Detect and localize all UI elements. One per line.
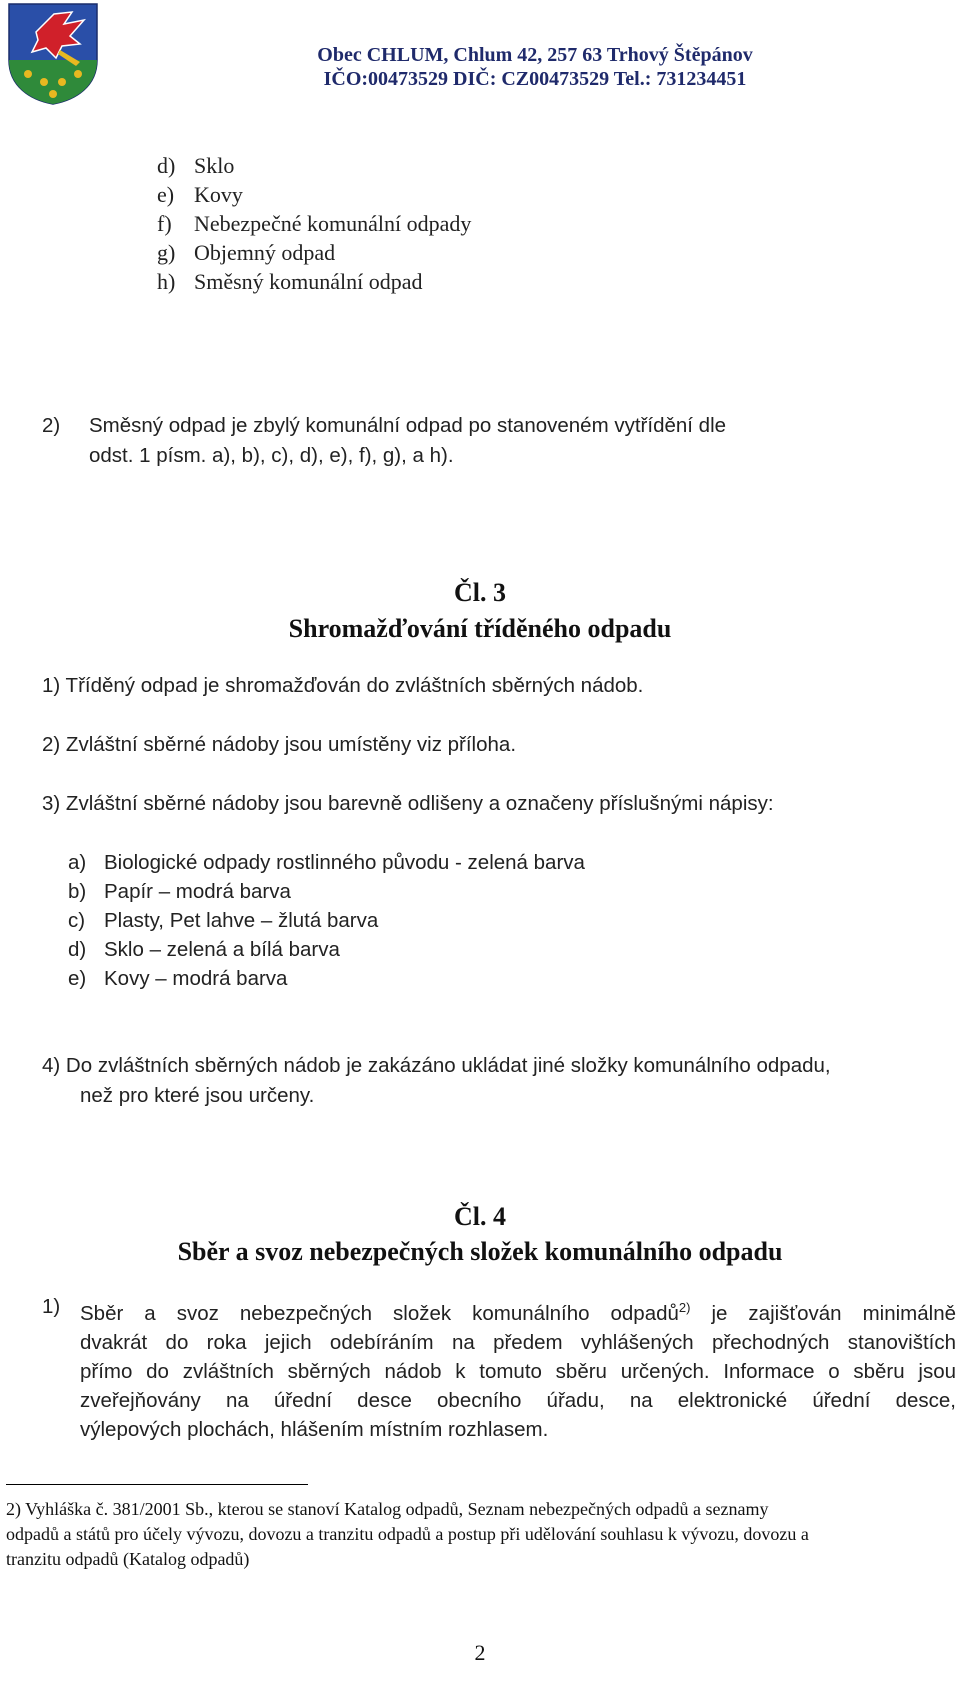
list-item: Kovy [194,182,243,207]
page-number: 2 [474,1640,486,1665]
paragraph-text: 3) Zvláštní sběrné nádoby jsou barevně odlišeny a označeny příslušnými nápisy: [42,792,774,815]
article-title: Sběr a svoz nebezpečných složek komunálního odpadu [177,1237,783,1266]
paragraph-text: 4) Do zvláštních sběrných nádob je zakázáno ukládat jiné složky komunálního odpadu, [42,1054,831,1077]
list-item-marker: b) [68,880,87,903]
list-item-marker: h) [157,269,176,294]
paragraph-marker: 1) [42,1295,61,1318]
paragraph-line: přímo do zvláštních sběrných nádob k tomuto sběru určených. Informace o sběru jsou [80,1359,956,1383]
municipal-coat-of-arms [6,2,100,106]
list-item-marker: e) [157,182,175,207]
list-item: Plasty, Pet lahve – žlutá barva [104,909,379,932]
footnote-text: odpadů a států pro účely vývozu, dovozu a tranzitu odpadů a postup při udělování souhlasu k vývozu, dovozu a [6,1524,809,1544]
footnote-divider [6,1484,308,1485]
list-item-marker: d) [157,153,176,178]
list-item-marker: e) [68,967,87,990]
paragraph-text: než pro které jsou určeny. [80,1084,315,1107]
article-number: Čl. 4 [454,1202,506,1231]
paragraph-text: 2) Zvláštní sběrné nádoby jsou umístěny viz příloha. [42,733,517,756]
list-item: Objemný odpad [194,240,336,265]
article-number: Čl. 3 [454,578,506,607]
paragraph-line [80,1293,956,1328]
paragraph-text: Sběr a svoz nebezpečných složek komunálního odpadů [80,1301,679,1325]
paragraph-marker: 2) [42,414,61,437]
article-title: Shromažďování tříděného odpadu [288,614,672,643]
footnote-reference: 2) [678,1300,691,1315]
list-item-marker: d) [68,938,87,961]
list-item: Sklo – zelená a bílá barva [104,938,340,961]
list-item: Sklo [194,153,235,178]
header-address: Obec CHLUM, Chlum 42, 257 63 Trhový Štěpánov [317,44,753,66]
footnote-text: 2) Vyhláška č. 381/2001 Sb., kterou se stanoví Katalog odpadů, Seznam nebezpečných odpadů a seznamy [6,1499,769,1519]
list-item: Papír – modrá barva [104,880,291,903]
paragraph-line: dvakrát do roka jejich odebíráním na předem vyhlášených přechodných stanovištích [80,1330,956,1354]
list-item-marker: g) [157,240,176,265]
paragraph-line: výlepových plochách, hlášením místním rozhlasem. [80,1417,549,1441]
list-item: Kovy – modrá barva [104,967,288,990]
list-item: Nebezpečné komunální odpady [194,211,472,236]
paragraph-line: zveřejňovány na úřední desce obecního úřadu, na elektronické úřední desce, [80,1388,956,1412]
paragraph-text: Směsný odpad je zbylý komunální odpad po stanoveném vytřídění dle [89,414,727,437]
paragraph-text: je zajišťován minimálně [711,1301,956,1325]
footnote-text: tranzitu odpadů (Katalog odpadů) [6,1549,250,1569]
list-item: Biologické odpady rostlinného původu - zelená barva [104,851,585,874]
paragraph-text: 1) Tříděný odpad je shromažďován do zvláštních sběrných nádob. [42,674,644,697]
list-item-marker: a) [68,851,87,874]
list-item-marker: c) [68,909,86,932]
paragraph-block [80,1293,956,1444]
list-item-marker: f) [157,211,172,236]
list-item: Směsný komunální odpad [194,269,423,294]
header-ids: IČO:00473529 DIČ: CZ00473529 Tel.: 731234451 [323,68,747,90]
paragraph-text: odst. 1 písm. a), b), c), d), e), f), g), a h). [89,444,454,467]
